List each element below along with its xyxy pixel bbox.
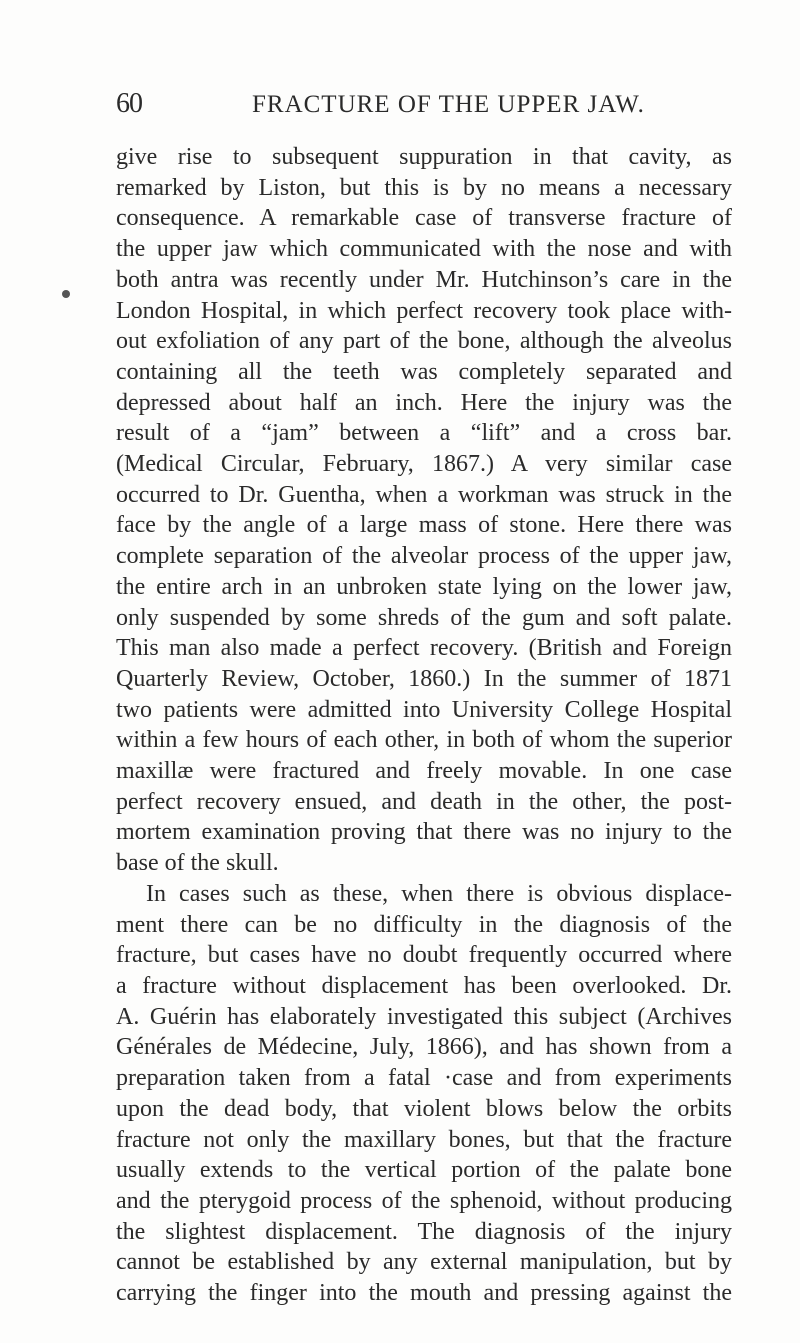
text-line: the slightest displacement. The diagnosis of the injury bbox=[116, 1218, 732, 1245]
text-line: the entire arch in an unbroken state lying on the lower jaw, bbox=[116, 573, 732, 600]
text-line: mortem examination proving that there was no injury to the bbox=[116, 819, 732, 846]
text-line: remarked by Liston, but this is by no means a necessary bbox=[116, 174, 732, 201]
paragraph-start-line: In cases such as these, when there is obvious displace- bbox=[146, 880, 732, 907]
margin-dot-mark bbox=[62, 290, 70, 298]
text-line: face by the angle of a large mass of stone. Here there was bbox=[116, 512, 732, 539]
text-line: A. Guérin has elaborately investigated this subject (Archives bbox=[116, 1003, 732, 1030]
text-line: both antra was recently under Mr. Hutchinson’s care in the bbox=[116, 266, 732, 293]
text-line: ment there can be no difficulty in the diagnosis of the bbox=[116, 911, 732, 938]
text-line: within a few hours of each other, in both of whom the superior bbox=[116, 727, 732, 754]
page-header bbox=[116, 88, 736, 128]
text-line: give rise to subsequent suppuration in that cavity, as bbox=[116, 144, 732, 170]
text-line: carrying the finger into the mouth and pressing against the bbox=[116, 1280, 732, 1307]
text-line: Quarterly Review, October, 1860.) In the summer of 1871 bbox=[116, 665, 732, 692]
text-line: depressed about half an inch. Here the injury was the bbox=[116, 389, 732, 416]
text-line: preparation taken from a fatal ·case and from experiments bbox=[116, 1065, 732, 1092]
text-line: complete separation of the alveolar process of the upper jaw, bbox=[116, 543, 732, 570]
text-line: fracture not only the maxillary bones, but that the fracture bbox=[116, 1126, 732, 1153]
text-line: London Hospital, in which perfect recovery took place with- bbox=[116, 297, 732, 324]
text-line: fracture, but cases have no doubt frequently occurred where bbox=[116, 942, 732, 969]
text-line: two patients were admitted into University College Hospital bbox=[116, 696, 732, 723]
text-line: upon the dead body, that violent blows below the orbits bbox=[116, 1095, 732, 1122]
text-line: result of a “jam” between a “lift” and a cross bar. bbox=[116, 420, 732, 447]
text-line: out exfoliation of any part of the bone, although the alveolus bbox=[116, 328, 732, 355]
text-line: only suspended by some shreds of the gum and soft palate. bbox=[116, 604, 732, 631]
body-text bbox=[116, 142, 732, 1309]
page-number: 60 bbox=[116, 88, 142, 119]
text-line: This man also made a perfect recovery. (British and Foreign bbox=[116, 635, 732, 662]
text-line: occurred to Dr. Guentha, when a workman was struck in the bbox=[116, 481, 732, 508]
text-line: the upper jaw which communicated with the nose and with bbox=[116, 236, 732, 263]
text-line: base of the skull. bbox=[116, 850, 279, 877]
text-line: a fracture without displacement has been overlooked. Dr. bbox=[116, 972, 732, 999]
text-line: and the pterygoid process of the sphenoid, without producing bbox=[116, 1187, 732, 1214]
running-title: FRACTURE OF THE UPPER JAW. bbox=[252, 91, 645, 118]
text-line: containing all the teeth was completely separated and bbox=[116, 358, 732, 385]
text-line: usually extends to the vertical portion of the palate bone bbox=[116, 1157, 732, 1184]
text-line: Générales de Médecine, July, 1866), and has shown from a bbox=[116, 1034, 732, 1061]
text-line: consequence. A remarkable case of transverse fracture of bbox=[116, 205, 732, 232]
text-line: (Medical Circular, February, 1867.) A very similar case bbox=[116, 451, 732, 478]
text-line: maxillæ were fractured and freely movable. In one case bbox=[116, 758, 732, 785]
text-line: cannot be established by any external manipulation, but by bbox=[116, 1249, 732, 1276]
text-line: perfect recovery ensued, and death in the other, the post- bbox=[116, 788, 732, 815]
